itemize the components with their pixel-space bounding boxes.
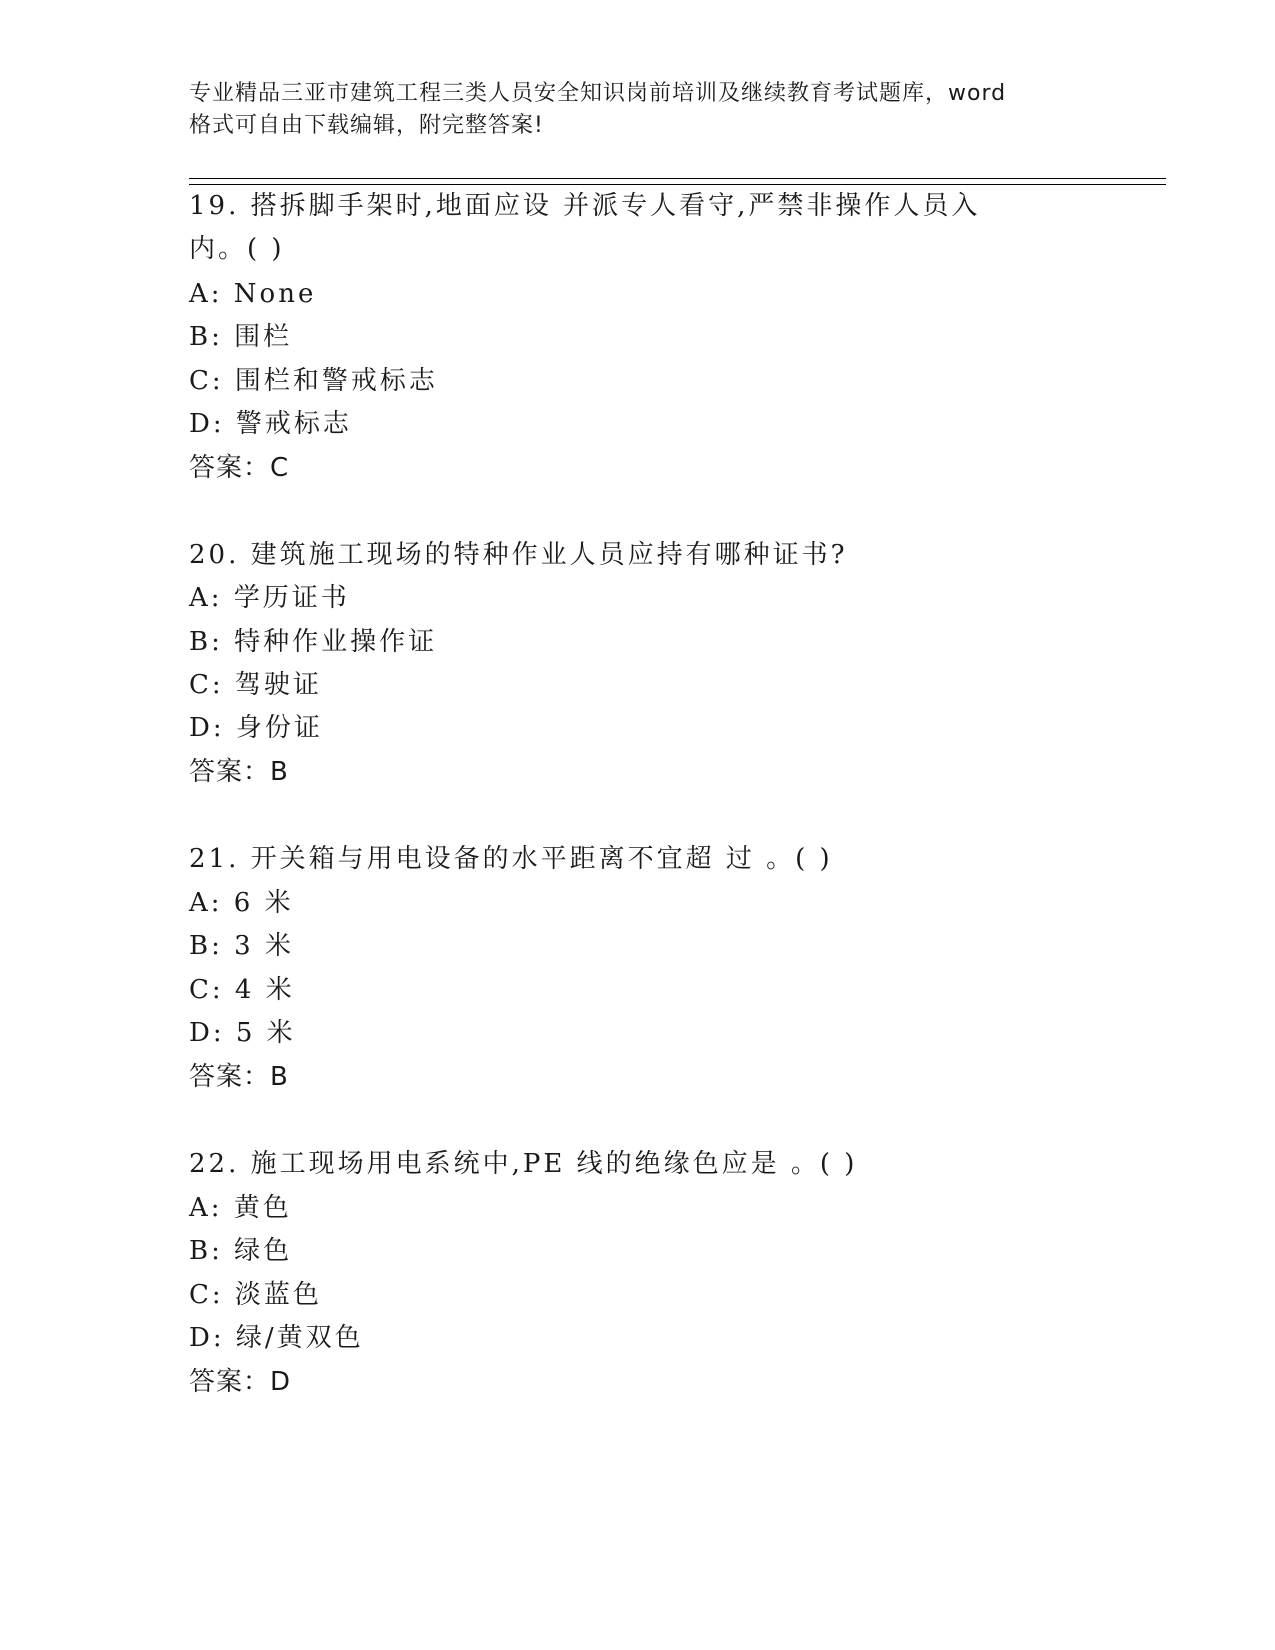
question-22-answer: 答案：D: [189, 1367, 292, 1397]
question-20-option-d: D: 身份证: [189, 713, 323, 743]
question-20-answer: 答案：B: [189, 757, 289, 787]
question-20-option-c: C: 驾驶证: [189, 670, 322, 700]
header-line-2: 格式可自由下载编辑，附完整答案!: [189, 113, 544, 138]
question-19-option-d: D: 警戒标志: [189, 409, 352, 439]
question-20-option-b: B: 特种作业操作证: [189, 627, 438, 657]
question-21-answer: 答案：B: [189, 1062, 289, 1092]
question-20-stem: 20. 建筑施工现场的特种作业人员应持有哪种证书?: [189, 540, 848, 570]
question-21-option-b: B: 3 米: [189, 931, 294, 961]
question-22-stem: 22. 施工现场用电系统中,PE 线的绝缘色应是 。( ): [189, 1149, 858, 1179]
question-19-option-c: C: 围栏和警戒标志: [189, 366, 438, 396]
header-rule-top: [189, 178, 1166, 179]
question-22-option-c: C: 淡蓝色: [189, 1280, 322, 1310]
question-21-stem: 21. 开关箱与用电设备的水平距离不宜超 过 。( ): [189, 844, 833, 874]
header-rule-bottom: [189, 184, 1166, 185]
question-21-option-a: A: 6 米: [189, 888, 294, 918]
question-22-option-a: A: 黄色: [189, 1193, 292, 1223]
header-line-1: 专业精品三亚市建筑工程三类人员安全知识岗前培训及继续教育考试题库，word: [189, 81, 1007, 106]
question-19-stem-line-1: 19. 搭拆脚手架时,地面应设 并派专人看守,严禁非操作人员入: [189, 191, 981, 221]
question-20-option-a: A: 学历证书: [189, 583, 350, 613]
question-22-option-d: D: 绿/黄双色: [189, 1323, 364, 1353]
question-21-option-c: C: 4 米: [189, 975, 295, 1005]
question-19-option-a: A: None: [189, 279, 317, 309]
question-19-answer: 答案：C: [189, 453, 290, 483]
question-22-option-b: B: 绿色: [189, 1236, 293, 1266]
question-21-option-d: D: 5 米: [189, 1018, 296, 1048]
question-19-option-b: B: 围栏: [189, 322, 293, 352]
question-19-stem-line-2: 内。( ): [189, 234, 285, 264]
